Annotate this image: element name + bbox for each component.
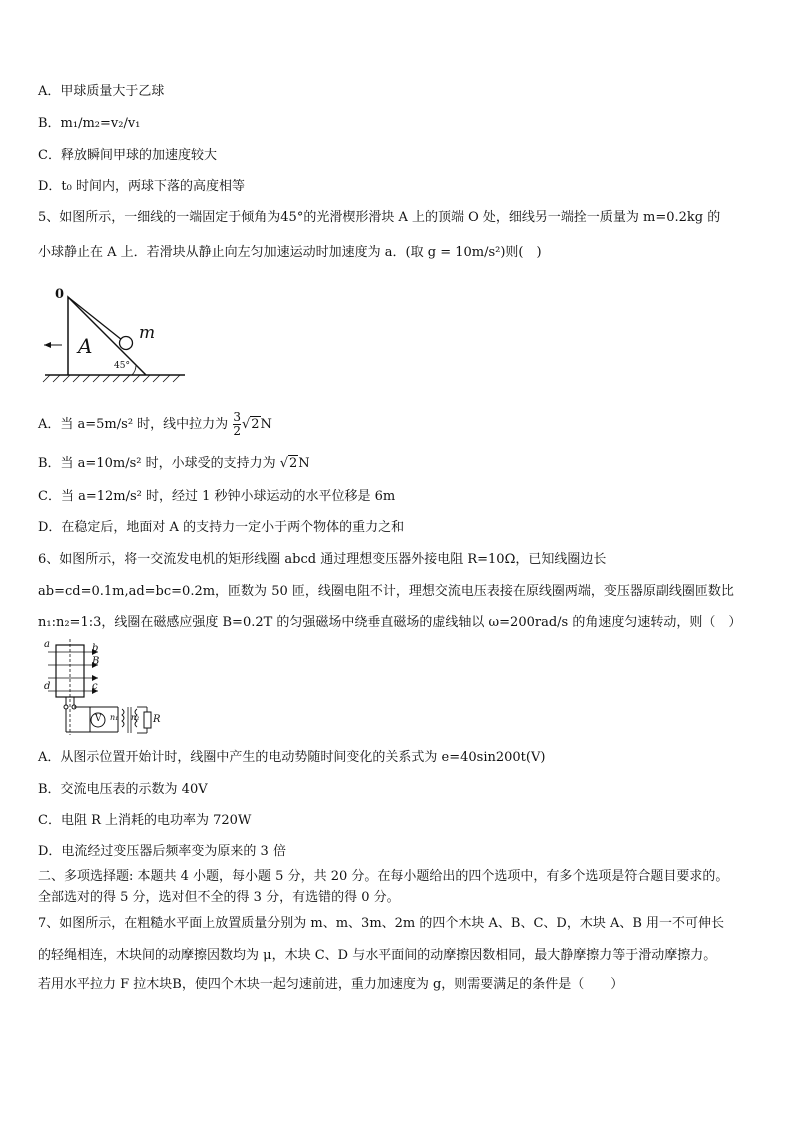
- q6-figure-label-voltmeter: V: [95, 714, 102, 724]
- q7-stem-line2: 的轻绳相连，木块间的动摩擦因数均为 μ，木块 C、D 与水平面间的动摩擦因数相同，最大静摩擦力等于滑动摩擦力。: [38, 948, 717, 963]
- q5-stem-line2: 小球静止在 A 上．若滑块从静止向左匀加速运动时加速度为 a．(取 g = 10m/s²)则( ): [38, 245, 542, 260]
- q5-option-a: A．当 a=5m/s² 时，线中拉力为 $\frac{3}{2}$ √2N: [38, 410, 272, 438]
- q6-figure-label-field: B: [92, 656, 100, 667]
- q4-option-b: B．m₁/m₂=v₂/v₁: [38, 116, 141, 131]
- q6-figure-label-n2: n₂: [131, 713, 140, 722]
- q4-option-d: D．t₀ 时间内，两球下落的高度相等: [38, 179, 245, 194]
- q6-generator-figure: [40, 637, 170, 737]
- q5-figure-label-o: 0: [55, 287, 65, 302]
- q5-option-a-denominator: 2: [233, 424, 241, 438]
- q6-stem-line1: 6、如图所示，将一交流发电机的矩形线圈 abcd 通过理想变压器外接电阻 R=10Ω，已知线圈边长: [38, 552, 607, 567]
- q6-stem-line2: ab=cd=0.1m,ad=bc=0.2m，匝数为 50 匝，线圈电阻不计，理想交流电压表接在原线圈两端，变压器原副线圈匝数比: [38, 584, 734, 599]
- q5-option-b-radicand: 2: [289, 456, 298, 471]
- q4-option-c: C．释放瞬间甲球的加速度较大: [38, 148, 217, 163]
- q6-stem-line3: n₁:n₂=1:3，线圈在磁感应强度 B=0.2T 的匀强磁场中绕垂直磁场的虚线轴以 ω=200rad/s 的角速度匀速转动，则（ ）: [38, 615, 742, 630]
- section2-header-line1: 二、多项选择题: 本题共 4 小题，每小题 5 分，共 20 分。在每小题给出的四个选项中，有多个选项是符合题目要求的。: [38, 869, 729, 884]
- q6-figure-label-n1: n₁: [110, 713, 119, 722]
- q4-option-a: A．甲球质量大于乙球: [38, 84, 165, 99]
- q6-option-c: C．电阻 R 上消耗的电功率为 720W: [38, 813, 252, 828]
- q6-option-a: A．从图示位置开始计时，线圈中产生的电动势随时间变化的关系式为 e=40sin200t(V): [38, 750, 546, 765]
- q5-stem-line1: 5、如图所示，一细线的一端固定于倾角为45°的光滑楔形滑块 A 上的顶端 O 处，细线另一端拴一质量为 m=0.2kg 的: [38, 210, 721, 225]
- q5-option-d: D．在稳定后，地面对 A 的支持力一定小于两个物体的重力之和: [38, 520, 405, 535]
- q6-option-b: B．交流电压表的示数为 40V: [38, 782, 208, 797]
- q5-option-c: C．当 a=12m/s² 时，经过 1 秒钟小球运动的水平位移是 6m: [38, 489, 396, 504]
- q6-figure-label-a: a: [44, 639, 50, 650]
- q6-option-d: D．电流经过变压器后频率变为原来的 3 倍: [38, 844, 286, 859]
- q7-stem-line3: 若用水平拉力 F 拉木块B，使四个木块一起匀速前进，重力加速度为 g，则需要满足的条件是（ ）: [38, 977, 624, 992]
- section2-header-line2: 全部选对的得 5 分，选对但不全的得 3 分，有选错的得 0 分。: [38, 890, 400, 905]
- q6-figure-label-r: R: [153, 714, 161, 725]
- q5-option-a-unit: N: [260, 417, 272, 432]
- q5-figure-label-a: A: [78, 334, 93, 358]
- q5-option-a-text: A．当 a=5m/s² 时，线中拉力为: [38, 417, 229, 432]
- q5-figure-label-angle: 45°: [114, 361, 130, 371]
- q5-figure-label-m: m: [139, 323, 156, 343]
- q5-option-a-fraction: [233, 411, 241, 438]
- q5-option-b-unit: N: [298, 456, 310, 471]
- q6-figure-label-b: b: [92, 643, 99, 654]
- q6-figure-label-c: c: [92, 681, 98, 692]
- q6-figure-label-d: d: [44, 681, 51, 692]
- q5-option-b: B．当 a=10m/s² 时，小球受的支持力为 √2N: [38, 456, 310, 471]
- q7-stem-line1: 7、如图所示，在粗糙水平面上放置质量分别为 m、m、3m、2m 的四个木块 A、B、C、D，木块 A、B 用一不可伸长: [38, 916, 725, 931]
- q5-option-b-text: B．当 a=10m/s² 时，小球受的支持力为: [38, 456, 276, 471]
- q5-option-a-numerator: 3: [233, 410, 241, 424]
- q5-option-a-radicand: 2: [251, 417, 260, 432]
